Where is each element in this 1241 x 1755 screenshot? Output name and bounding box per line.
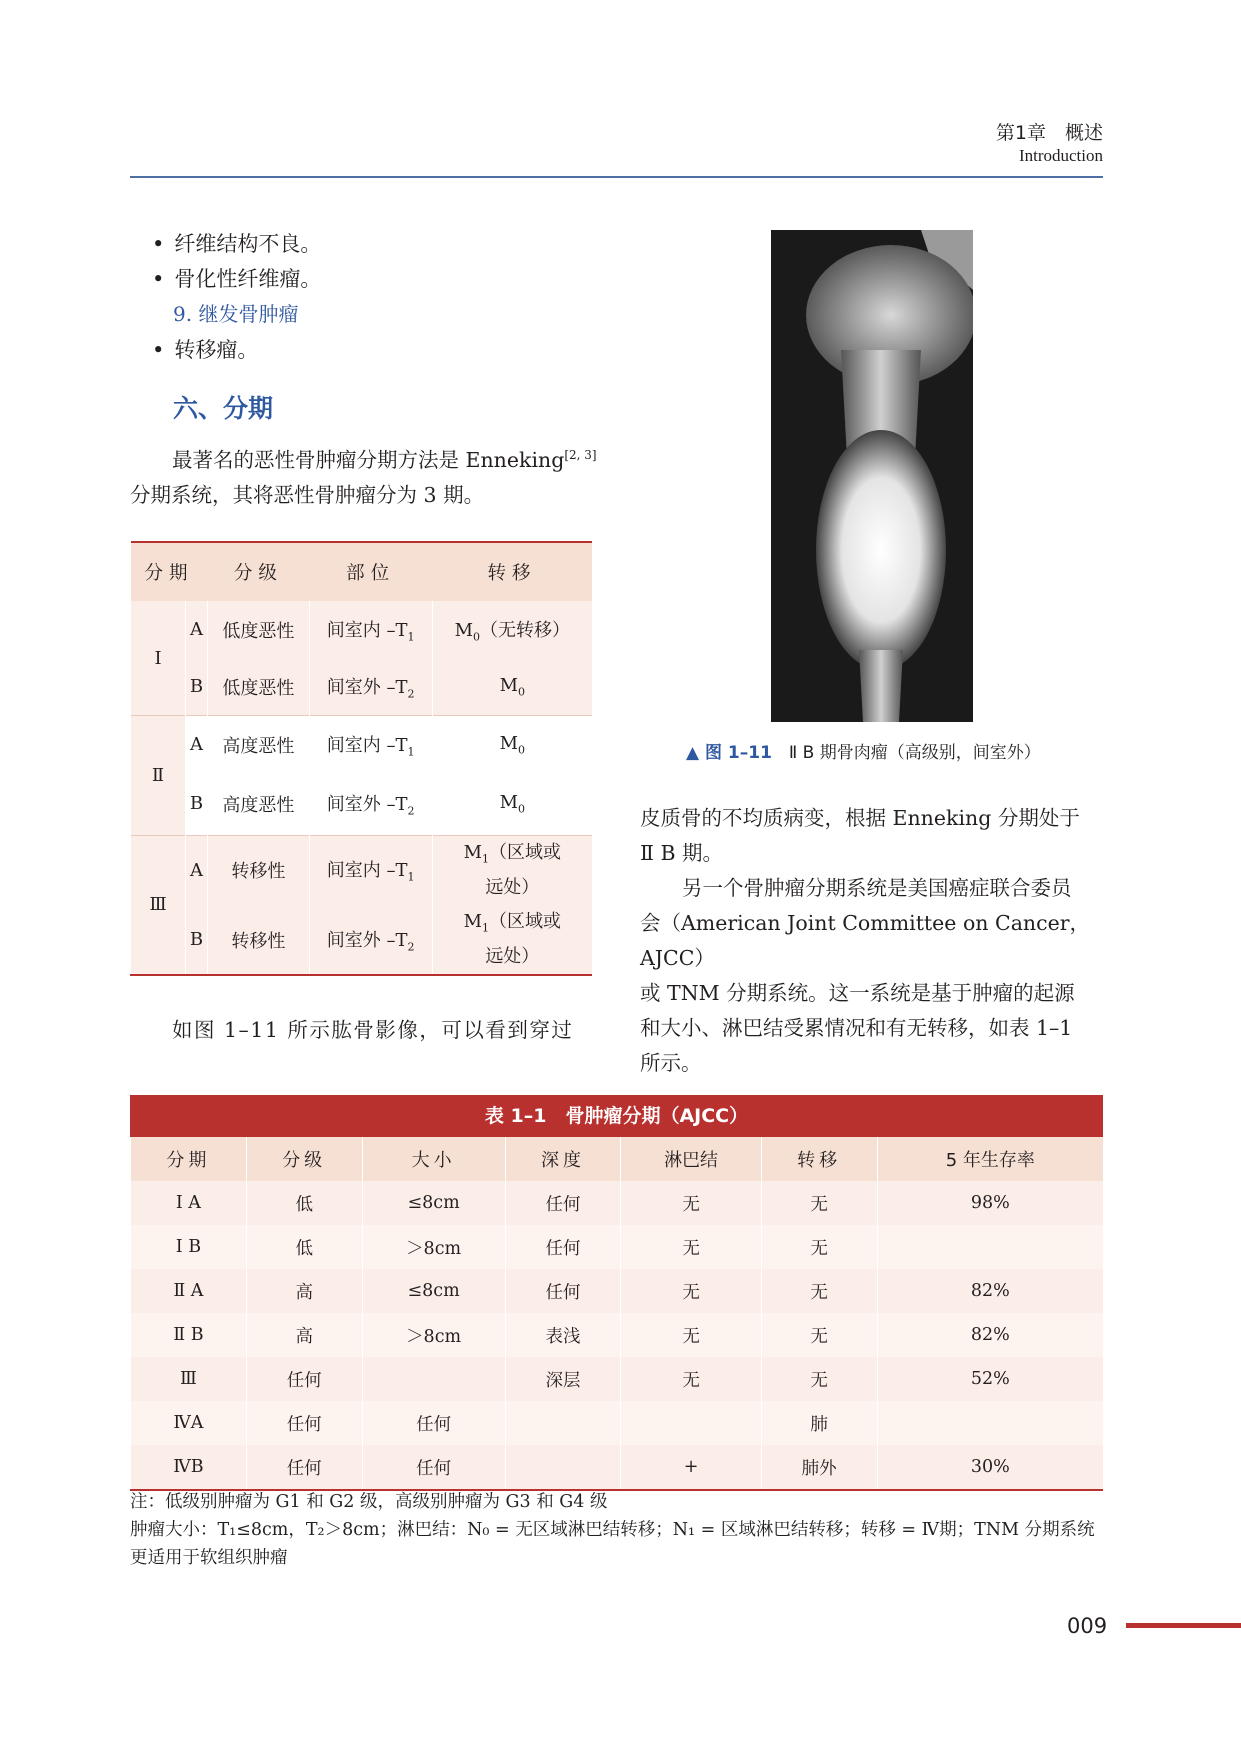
table-header-row [131,1137,1104,1181]
enneking-table [130,541,592,976]
substage-cell: A [186,601,208,658]
grade-cell: 任何 [246,1357,362,1401]
survival-cell: 98% [877,1181,1103,1225]
lymph-cell [621,1401,761,1445]
page-number-bar [1126,1623,1241,1628]
metastasis-cell: 无 [761,1181,877,1225]
col-stage: 分期 [131,1137,247,1181]
grade-cell: 高 [246,1269,362,1313]
table-row [131,1401,1104,1445]
table-row [131,658,593,716]
survival-cell: 52% [877,1357,1103,1401]
intro-line1: 最著名的恶性骨肿瘤分期方法是 Enneking [172,447,565,472]
table-row [131,773,593,835]
table-row [131,716,593,774]
size-cell: 任何 [362,1401,505,1445]
metastasis-cell: $M_0$ [432,773,592,835]
survival-cell [877,1401,1103,1445]
stage-cell: Ⅰ [131,601,186,716]
survival-cell [877,1225,1103,1269]
metastasis-cell: $M_0$ [432,658,592,716]
substage-cell: B [186,773,208,835]
col-survival: 5 年生存率 [877,1137,1103,1181]
section-heading: 六、分期 [173,394,274,423]
depth-cell [505,1445,621,1490]
size-cell: ≤8cm [362,1269,505,1313]
col-grade: 分级 [208,542,310,601]
table-row [131,1445,1104,1490]
table-note: 更适用于软组织肿瘤 [130,1548,288,1568]
grade-cell: 低度恶性 [208,601,310,658]
col-size: 大小 [362,1137,505,1181]
chapter-title: 第1章 概述 [995,122,1103,144]
text-line: 或 TNM 分期系统。这一系统是基于肿瘤的起源 [640,981,1075,1005]
col-site: 部位 [309,542,432,601]
grade-cell: 低度恶性 [208,658,310,716]
metastasis-cell: 肺 [761,1401,877,1445]
grade-cell: 低 [246,1181,362,1225]
bullet-item: • 转移瘤。 [152,334,258,364]
grade-cell: 转移性 [208,835,310,905]
text-line: 另一个骨肿瘤分期系统是美国癌症联合委员 [682,876,1072,900]
subsection-heading: 9. 继发骨肿瘤 [173,302,299,326]
site-cell: 间室内 $-T_1$ [309,835,432,905]
stage-cell: Ⅱ A [131,1269,247,1313]
table-row [131,1313,1104,1357]
lymph-cell: 无 [621,1313,761,1357]
metastasis-cell: 无 [761,1357,877,1401]
left-paragraph-tail: 如图 1–11 所示肱骨影像，可以看到穿过 [172,1018,574,1042]
metastasis-cell: 无 [761,1225,877,1269]
col-stage: 分期 [131,542,208,601]
metastasis-cell: $M_0$（无转移） [432,601,592,658]
depth-cell: 任何 [505,1225,621,1269]
xray-figure [771,230,973,722]
col-lymph: 淋巴结 [621,1137,761,1181]
depth-cell [505,1401,621,1445]
grade-cell: 低 [246,1225,362,1269]
col-grade: 分级 [246,1137,362,1181]
table-row [131,1357,1104,1401]
size-cell: ＞8cm [362,1313,505,1357]
metastasis-cell: 无 [761,1269,877,1313]
table-header-row [131,542,593,601]
grade-cell: 高度恶性 [208,773,310,835]
site-cell: 间室外 $-T_2$ [309,773,432,835]
grade-cell: 高 [246,1313,362,1357]
bullet-item: • 纤维结构不良。 [152,228,321,258]
intro-line2: 分期系统，其将恶性骨肿瘤分为 3 期。 [130,482,485,507]
metastasis-cell: 肺外 [761,1445,877,1490]
ajcc-table [130,1137,1103,1491]
lymph-cell: 无 [621,1225,761,1269]
col-depth: 深度 [505,1137,621,1181]
metastasis-cell: 无 [761,1313,877,1357]
substage-cell: A [186,716,208,774]
site-cell: 间室外 $-T_2$ [309,905,432,975]
table-row [131,1269,1104,1313]
stage-cell: ⅣA [131,1401,247,1445]
ajcc-table-title: 表 1–1 骨肿瘤分期（AJCC） [130,1095,1103,1137]
survival-cell: 82% [877,1313,1103,1357]
grade-cell: 任何 [246,1401,362,1445]
figure-caption-text: Ⅱ B 期骨肉瘤（高级别，间室外） [771,743,1041,763]
text-line: 所示。 [640,1051,702,1075]
substage-cell: A [186,835,208,905]
lymph-cell: 无 [621,1269,761,1313]
page-number: 009 [1067,1614,1108,1638]
size-cell: ＞8cm [362,1225,505,1269]
depth-cell: 表浅 [505,1313,621,1357]
figure-caption [686,738,1041,763]
table-row [131,905,593,975]
grade-cell: 转移性 [208,905,310,975]
site-cell: 间室外 $-T_2$ [309,658,432,716]
stage-cell: Ⅲ [131,835,186,975]
stage-cell: Ⅱ B [131,1313,247,1357]
table-row [131,1225,1104,1269]
text-line: 和大小、淋巴结受累情况和有无转移，如表 1–1 [640,1016,1073,1040]
stage-cell: Ⅰ A [131,1181,247,1225]
lymph-cell: 无 [621,1357,761,1401]
size-cell: 任何 [362,1445,505,1490]
right-paragraphs [640,801,1110,1081]
table-note: 肿瘤大小：T₁≤8cm，T₂＞8cm；淋巴结：N₀ = 无区域淋巴结转移；N₁ = 区域淋巴结转移；转移 = Ⅳ期；TNM 分期系统 [130,1520,1095,1540]
text-line: 皮质骨的不均质病变，根据 Enneking 分期处于 [640,806,1080,830]
header-rule [130,176,1103,178]
survival-cell: 82% [877,1269,1103,1313]
bullet-item: • 骨化性纤维瘤。 [152,263,321,293]
stage-cell: Ⅰ B [131,1225,247,1269]
site-cell: 间室内 $-T_1$ [309,601,432,658]
metastasis-cell: $M_1$（区域或 远处） [432,905,592,975]
table-row [131,1181,1104,1225]
chapter-subtitle: Introduction [1018,146,1103,165]
intro-paragraph [130,438,600,513]
stage-cell: ⅣB [131,1445,247,1490]
table-note: 注：低级别肿瘤为 G1 和 G2 级，高级别肿瘤为 G3 和 G4 级 [130,1492,608,1512]
survival-cell: 30% [877,1445,1103,1490]
table-row [131,835,593,905]
figure-number: ▲ 图 1–11 [686,743,772,763]
col-metastasis: 转移 [761,1137,877,1181]
size-cell: ≤8cm [362,1181,505,1225]
table-row [131,601,593,658]
substage-cell: B [186,658,208,716]
stage-cell: Ⅲ [131,1357,247,1401]
citation: [2, 3] [564,448,597,462]
text-line: Ⅱ B 期。 [640,841,724,865]
substage-cell: B [186,905,208,975]
lymph-cell: + [621,1445,761,1490]
depth-cell: 任何 [505,1269,621,1313]
metastasis-cell: $M_0$ [432,716,592,774]
site-cell: 间室内 $-T_1$ [309,716,432,774]
depth-cell: 任何 [505,1181,621,1225]
stage-cell: Ⅱ [131,716,186,836]
metastasis-cell: $M_1$（区域或 远处） [432,835,592,905]
size-cell [362,1357,505,1401]
lymph-cell: 无 [621,1181,761,1225]
text-line: 会（American Joint Committee on Cancer，AJCC） [640,911,1091,970]
grade-cell: 任何 [246,1445,362,1490]
col-metastasis: 转移 [432,542,592,601]
depth-cell: 深层 [505,1357,621,1401]
grade-cell: 高度恶性 [208,716,310,774]
